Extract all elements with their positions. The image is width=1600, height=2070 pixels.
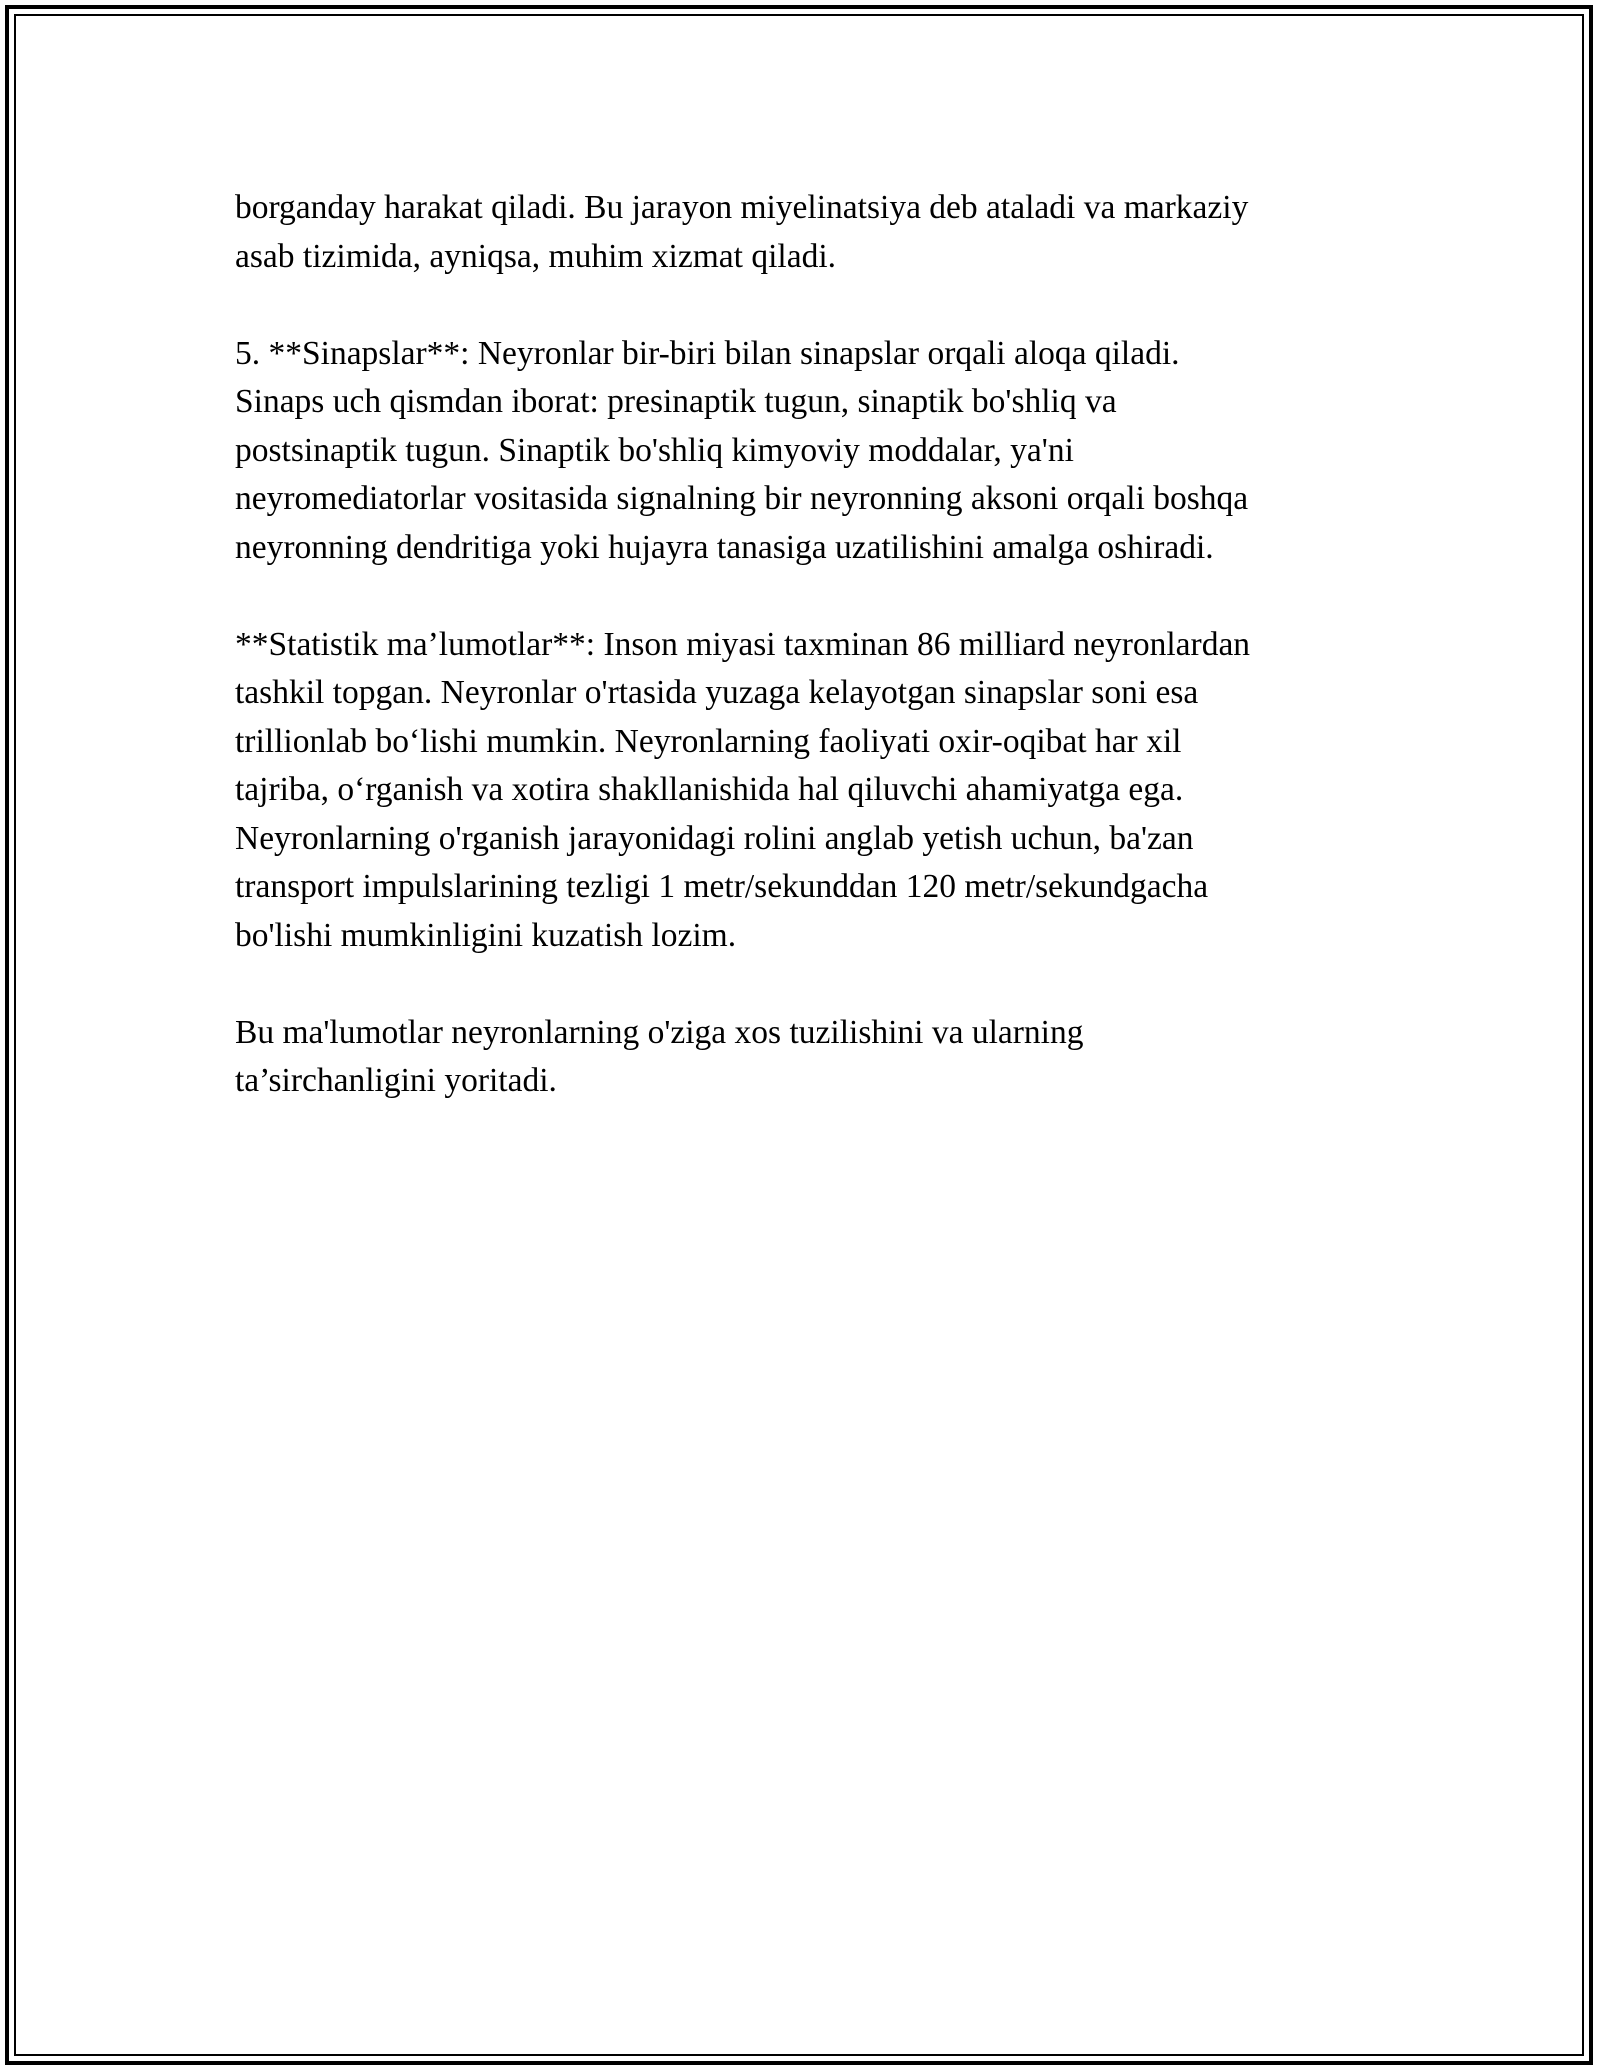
- text-line: **Statistik ma’lumotlar**: Inson miyasi taxminan 86 milliard neyronlardan: [235, 625, 1251, 663]
- text-line: tajriba, o‘rganish va xotira shakllanishida hal qiluvchi ahamiyatga ega.: [235, 771, 1184, 808]
- text-line: neyronning dendritiga yoki hujayra tanasiga uzatilishini amalga oshiradi.: [235, 528, 1214, 566]
- paragraph-spacer: [235, 281, 1365, 330]
- text-line: asab tizimida, ayniqsa, muhim xizmat qiladi.: [235, 237, 837, 275]
- text-line: postsinaptik tugun. Sinaptik bo'shliq kimyoviy moddalar, ya'ni: [235, 431, 1074, 469]
- text-line: transport impulslarining tezligi 1 metr/sekunddan 120 metr/sekundgacha: [235, 868, 1209, 905]
- text-line: ta’sirchanligini yoritadi.: [235, 1062, 557, 1099]
- text-line: borganday harakat qiladi. Bu jarayon miyelinatsiya deb ataladi va markaziy: [235, 189, 1249, 226]
- text-line: trillionlab bo‘lishi mumkin. Neyronlarning faoliyati oxir-oqibat har xil: [235, 722, 1182, 760]
- paragraph-synapses: [235, 330, 1365, 573]
- paragraph-myelination: [235, 184, 1365, 281]
- paragraph-spacer: [235, 572, 1365, 621]
- paragraph-statistics: [235, 621, 1365, 961]
- text-line: neyromediatorlar vositasida signalning bir neyronning aksoni orqali boshqa: [235, 480, 1249, 517]
- text-line: bo'lishi mumkinligini kuzatish lozim.: [235, 916, 737, 954]
- paragraph-spacer: [235, 960, 1365, 1009]
- document-body: [235, 184, 1365, 1106]
- text-line: Sinaps uch qismdan iborat: presinaptik tugun, sinaptik bo'shliq va: [235, 383, 1117, 420]
- text-line: Neyronlarning o'rganish jarayonidagi rolini anglab yetish uchun, ba'zan: [235, 819, 1194, 857]
- text-line: tashkil topgan. Neyronlar o'rtasida yuzaga kelayotgan sinapslar soni esa: [235, 674, 1199, 711]
- paragraph-conclusion: [235, 1009, 1365, 1106]
- text-line: 5. **Sinapslar**: Neyronlar bir-biri bilan sinapslar orqali aloqa qiladi.: [235, 334, 1180, 372]
- text-line: Bu ma'lumotlar neyronlarning o'ziga xos tuzilishini va ularning: [235, 1013, 1084, 1051]
